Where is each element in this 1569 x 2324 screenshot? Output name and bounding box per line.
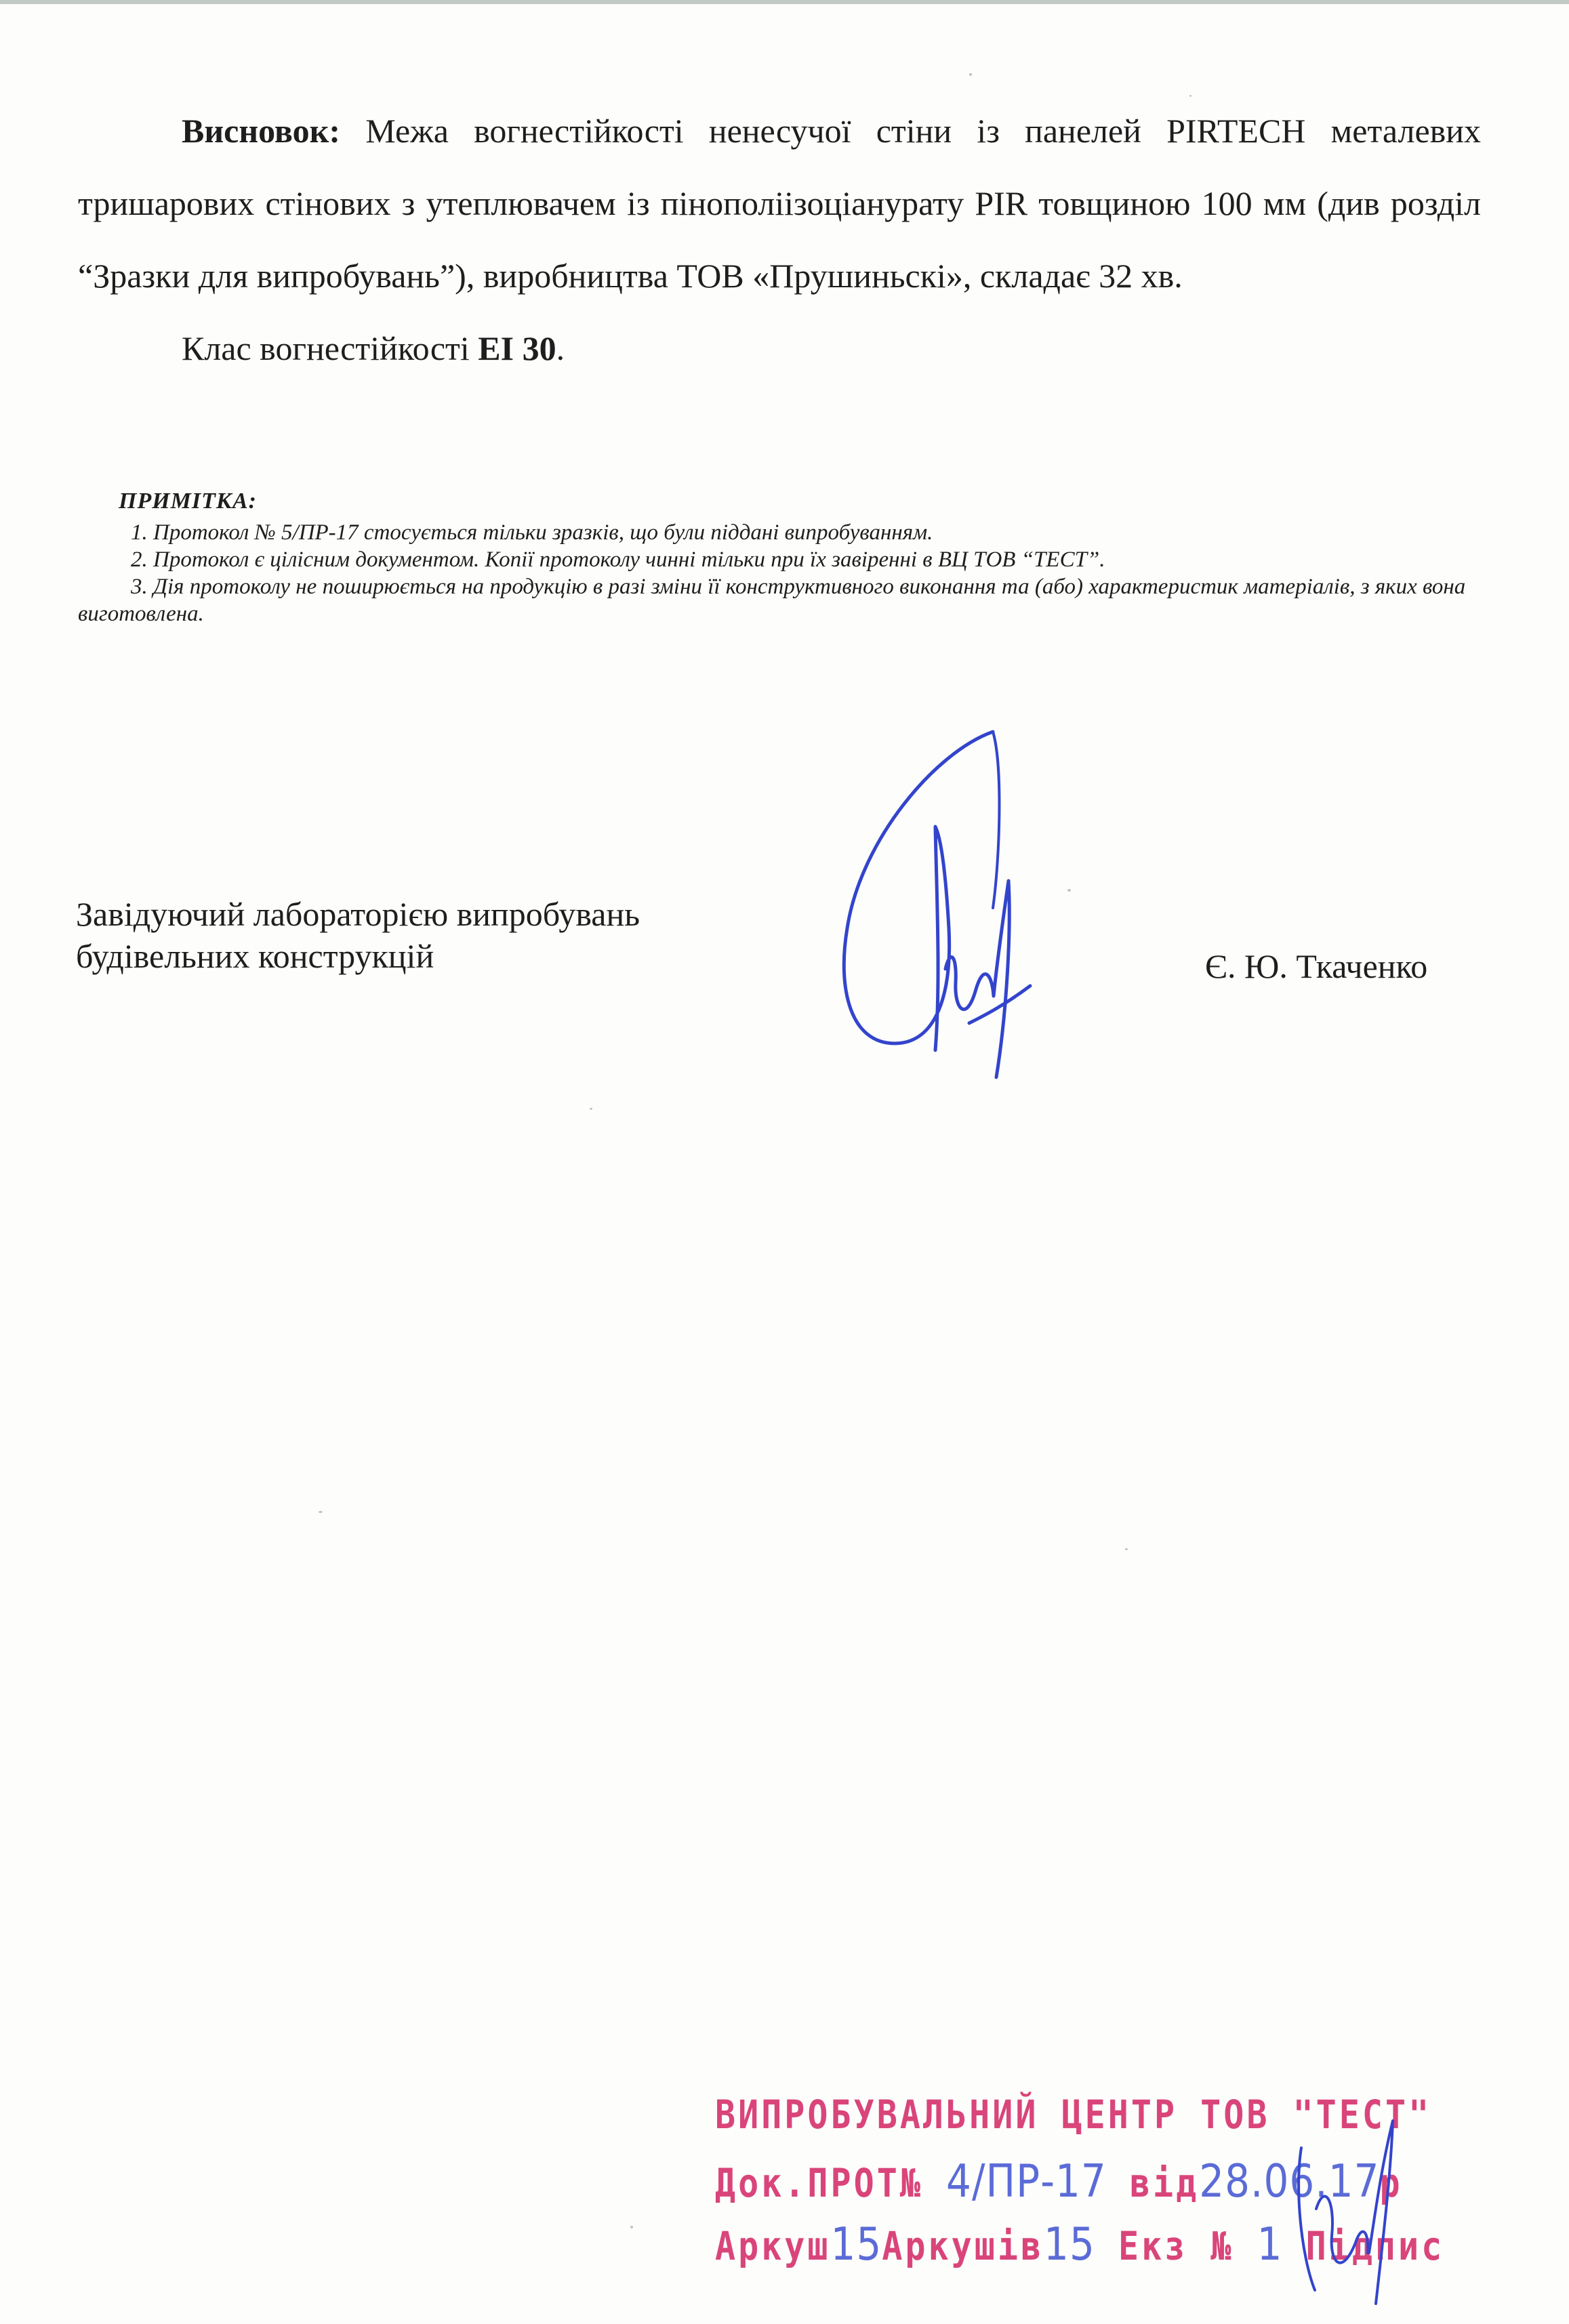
note-item-2: 2. Протокол є цілісним документом. Копії протоколу чинні тільки при їх завіренні в ВЦ ТОВ “ТЕСТ”. (131, 547, 1105, 572)
stamp-sheets-label: Аркушів (882, 2224, 1044, 2269)
conclusion-section (78, 95, 1481, 385)
note-item-3: 3. Дія протоколу не поширюється на продукцію в разі зміни її конструктивного виконання та (або) характеристик матеріалів, з яких вона виготовлена. (78, 575, 1466, 626)
scan-speck (1189, 95, 1191, 97)
stamp-sheet: 15 (830, 2218, 882, 2271)
scan-top-edge (0, 0, 1569, 4)
signatory-position-line-2: будівельних конструкцій (76, 937, 434, 975)
stamp-sign-label: Підпис (1305, 2224, 1445, 2269)
stamp-copy-label: Екз № (1118, 2224, 1234, 2269)
conclusion-text: Межа вогнестійкості ненесучої стіни із панелей PIRTECH металевих тришарових стінових з утеплювачем із пінополіізоціанурату PIR товщиною 100 мм (див розділ “Зразки для випробувань”), виробництва ТОВ «Прушиньскі», складає 32 хв. (78, 112, 1481, 295)
scan-speck (590, 1108, 592, 1110)
scan-speck (1125, 1548, 1128, 1550)
fire-class-prefix: Клас вогнестійкості (182, 329, 478, 367)
signatory-name: Є. Ю. Ткаченко (1205, 947, 1428, 985)
signatory-position (76, 893, 640, 977)
note-title: ПРИМІТКА: (119, 489, 257, 514)
stamp-sheet-label: Аркуш (715, 2224, 831, 2269)
stamp-date: 28.06.17 (1199, 2155, 1380, 2208)
stamp-signature (1274, 2107, 1437, 2310)
scan-speck (969, 73, 972, 76)
signatory-position-line-1: Завідуючий лабораторією випробувань (76, 895, 640, 933)
stamp-date-suffix: р (1379, 2161, 1403, 2206)
scan-speck (630, 2226, 633, 2228)
fire-class-value: EI 30 (478, 329, 556, 367)
fire-resistance-class (78, 312, 1481, 385)
fire-class-suffix: . (556, 329, 565, 367)
conclusion-label: Висновок: (182, 112, 341, 150)
stamp-line-1: ВИПРОБУВАЛЬНИЙ ЦЕНТР ТОВ "ТЕСТ" (715, 2092, 1432, 2138)
scan-speck (1067, 889, 1071, 892)
stamp-doc-label: Док.ПРОТ№ (715, 2161, 923, 2206)
stamp-from-label: від (1129, 2161, 1200, 2206)
scan-speck (319, 1511, 323, 1513)
handwritten-signature (834, 725, 1091, 1132)
note-section (78, 488, 1501, 627)
stamp-doc-number: 4/ПР-17 (946, 2155, 1107, 2208)
stamp-sheets: 15 (1044, 2218, 1095, 2271)
stamp-copy: 1 (1257, 2218, 1283, 2271)
conclusion-paragraph (78, 95, 1481, 312)
note-item-1: 1. Протокол № 5/ПР-17 стосується тільки зразків, що були піддані випробуванням. (131, 520, 933, 545)
